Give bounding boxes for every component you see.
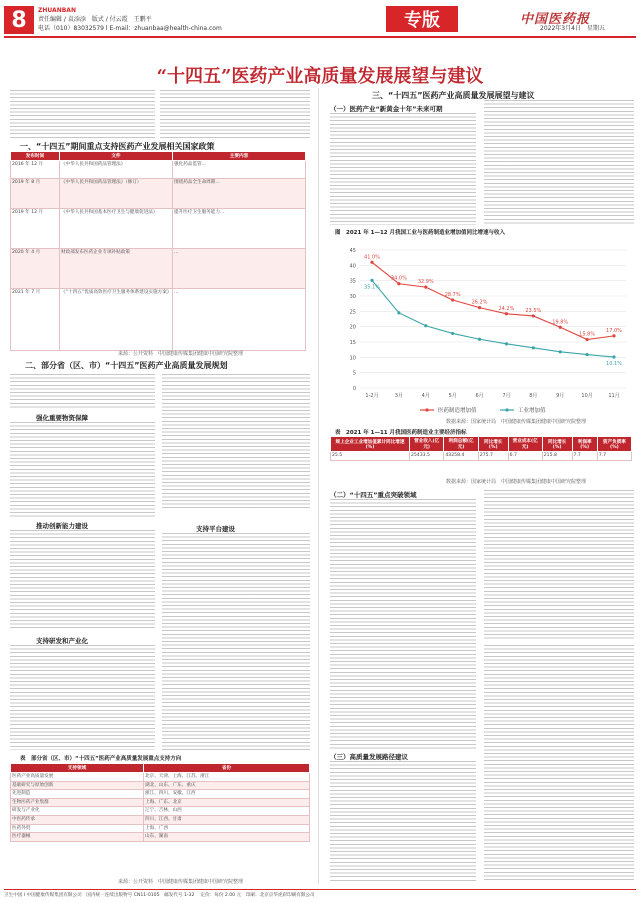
data-label: 28.7% xyxy=(444,291,461,298)
table-cell: 43258.4 xyxy=(444,452,478,461)
data-point xyxy=(451,332,454,335)
col-header: 利润率(%) xyxy=(572,437,597,452)
data-label: 24.2% xyxy=(498,305,515,312)
y-tick-label: 0 xyxy=(352,386,356,392)
table-cell: 围绕药品全生命周期... xyxy=(173,179,306,209)
body-text xyxy=(10,530,155,630)
table-cell: 《中华人民共和国基本医疗卫生与健康促进法》 xyxy=(60,209,173,249)
editors: 责任编辑 / 袁添添 版式 / 付云霞 王鹏平 xyxy=(38,16,152,23)
table-cell: 基础研究与原始创新 xyxy=(11,781,144,790)
data-point xyxy=(478,306,481,309)
body-text xyxy=(484,490,634,640)
data-point xyxy=(532,314,535,317)
table-cell: 辽宁、吉林、山西 xyxy=(144,807,310,816)
y-tick-label: 10 xyxy=(349,355,356,362)
page-header xyxy=(0,0,640,38)
col-header: 营业成本(亿元) xyxy=(508,437,542,452)
x-tick-label: 10月 xyxy=(581,393,593,399)
data-label: 26.2% xyxy=(471,299,488,306)
table-cell: 四川、江西、甘肃 xyxy=(144,815,310,824)
table-cell: 强化药品监管... xyxy=(173,161,306,179)
x-tick-label: 1-2月 xyxy=(365,393,379,399)
table-cell: 2021 年 7 月 xyxy=(11,289,60,351)
legend-marker xyxy=(425,408,428,411)
page-footer: 卫生中国 l 中国健康传媒集团有限公司 国内统一连续出版物号 CN11-0105 邮发代号 1-32 定价：每份 2.00 元 印刷：北京京华虎彩印刷有限公司 xyxy=(4,889,636,898)
data-point xyxy=(505,312,508,315)
masthead: 中国医药报 xyxy=(520,12,591,27)
data-point xyxy=(559,326,562,329)
data-label: 17.0% xyxy=(606,327,622,334)
data-point xyxy=(370,261,373,264)
legend-marker xyxy=(505,408,508,411)
data-label: 35.1% xyxy=(364,284,380,291)
table2-caption: 表 2021 年 1—11 月我国医药制造业主要经济指标 xyxy=(335,430,467,436)
col-header: 规上企业工业增加值累计同比增速(%) xyxy=(331,437,410,452)
data-label: 15.8% xyxy=(579,331,596,338)
data-label: 19.8% xyxy=(552,319,569,326)
chart-source: 数据来源：国家统计局 中国健康传媒集团健康中国研究院整理 xyxy=(446,419,587,425)
table-cell: 浙江、四川、安徽、江西 xyxy=(144,790,310,799)
data-point xyxy=(505,342,508,345)
table-cell: 2019 年 12 月 xyxy=(11,209,60,249)
legend-label: 工业增加值 xyxy=(518,408,546,414)
y-tick-label: 45 xyxy=(349,248,356,254)
body-text xyxy=(330,761,476,881)
table-cell: 医疗器械 xyxy=(11,833,144,842)
x-tick-label: 6月 xyxy=(475,393,484,399)
series-line xyxy=(372,280,614,357)
data-point xyxy=(478,338,481,341)
table-cell: 2020 年 4 月 xyxy=(11,249,60,289)
table-cell: 医药产业高质量发展 xyxy=(11,773,144,782)
x-tick-label: 4月 xyxy=(421,393,430,399)
col-header: 利润总额(亿元) xyxy=(444,437,478,452)
x-tick-label: 5月 xyxy=(448,393,457,399)
growth-line-chart xyxy=(330,238,634,418)
col-header: 省份 xyxy=(144,764,310,773)
body-text xyxy=(162,374,310,510)
table-cell: 《中华人民共和国药品管理法》 xyxy=(60,161,173,179)
section-badge: 专版 xyxy=(386,6,458,32)
data-point xyxy=(451,298,454,301)
x-tick-label: 11月 xyxy=(608,393,620,399)
col-header: 支持领域 xyxy=(11,764,144,773)
col-header: 发布时间 xyxy=(11,152,60,161)
series-line xyxy=(372,262,614,339)
y-tick-label: 35 xyxy=(349,278,356,285)
data-point xyxy=(424,286,427,289)
y-tick-label: 25 xyxy=(349,309,356,316)
table-cell: 6.7 xyxy=(508,452,542,461)
data-point xyxy=(612,355,615,358)
data-label: 23.5% xyxy=(525,307,542,314)
table-cell: 25.5 xyxy=(331,452,410,461)
data-point xyxy=(612,334,615,337)
table-cell: 提升医疗卫生服务能力... xyxy=(173,209,306,249)
province-table xyxy=(10,763,310,842)
subheading: 推动创新能力建设 xyxy=(36,522,88,530)
col-header: 资产负债率(%) xyxy=(597,437,631,452)
table-cell: 25433.5 xyxy=(409,452,443,461)
col-header: 同比增长(%) xyxy=(542,437,572,452)
subheading: （三）高质量发展路径建议 xyxy=(330,753,408,761)
body-text xyxy=(330,499,476,749)
page-number: 8 xyxy=(4,6,34,34)
table-cell: 上海、广东、北京 xyxy=(144,798,310,807)
section-1-title: 一、“十四五”期间重点支持医药产业发展相关国家政策 xyxy=(20,142,215,151)
data-point xyxy=(559,350,562,353)
intro-text-col2 xyxy=(160,90,310,138)
body-text xyxy=(484,645,634,881)
economic-indicators-table xyxy=(330,436,632,461)
chart-caption: 图 2021 年 1—12 月我国工业与医药制造业增加值同比增速与收入 xyxy=(335,230,506,236)
body-text xyxy=(10,645,155,750)
table-cell: 《中华人民共和国药品管理法》（修订） xyxy=(60,179,173,209)
header-rule xyxy=(4,36,636,38)
issue-date: 2022年3月4日 星期五 xyxy=(540,25,605,32)
table1-source: 来源：公开资料 中国健康传媒集团健康中国研究院整理 xyxy=(118,351,244,357)
table-cell: 《“十四五”优质高效医疗卫生服务体系建设实施方案》 xyxy=(60,289,173,351)
body-text xyxy=(330,113,476,225)
table-cell: 7.7 xyxy=(572,452,597,461)
data-point xyxy=(424,324,427,327)
table-cell: 山东、湖南 xyxy=(144,833,310,842)
body-text xyxy=(162,533,310,750)
table-cell: 医药外贸 xyxy=(11,824,144,833)
table-cell: 上海、广西 xyxy=(144,824,310,833)
table-cell: 2019 年 8 月 xyxy=(11,179,60,209)
table-cell: 7.7 xyxy=(597,452,631,461)
table-cell: 275.7 xyxy=(478,452,508,461)
section-2-title: 二、部分省（区、市）“十四五”医药产业高质量发展规划 xyxy=(25,361,228,370)
data-point xyxy=(586,353,589,356)
table3-caption: 表 部分省（区、市）“十四五”医药产业高质量发展重点支持方向 xyxy=(20,756,182,762)
contact: 电话（010）83032579 l E-mail：zhuanbaa@health-china.com xyxy=(38,25,222,32)
col-header: 主要内容 xyxy=(173,152,306,161)
y-tick-label: 40 xyxy=(349,263,356,270)
col-header: 营业收入(亿元) xyxy=(409,437,443,452)
col-header: 同比增长(%) xyxy=(478,437,508,452)
x-tick-label: 8月 xyxy=(529,393,538,399)
data-point xyxy=(397,311,400,314)
table-cell: 215.8 xyxy=(542,452,572,461)
data-label: 41.0% xyxy=(364,254,380,261)
x-tick-label: 3月 xyxy=(394,393,403,399)
subheading: 支持研发和产业化 xyxy=(36,637,88,645)
body-text xyxy=(10,374,155,410)
col-header: 文件 xyxy=(60,152,173,161)
column-divider xyxy=(318,88,319,884)
x-tick-label: 7月 xyxy=(502,393,511,399)
data-point xyxy=(370,279,373,282)
table-cell: 湖北、山东、广东、重庆 xyxy=(144,781,310,790)
table-cell: ... xyxy=(173,249,306,289)
table2-source: 数据来源：国家统计局 中国健康传媒集团健康中国研究院整理 xyxy=(446,479,587,485)
data-label: 34.0% xyxy=(390,275,407,282)
data-label: 10.1% xyxy=(606,361,622,368)
table-cell: 中医药传承 xyxy=(11,815,144,824)
body-text xyxy=(484,100,634,225)
data-point xyxy=(532,346,535,349)
table3-source: 来源：公开资料 中国健康传媒集团健康中国研究院整理 xyxy=(118,879,244,885)
subheading: 支持平台建设 xyxy=(196,525,235,533)
table-cell: 2016 年 12 月 xyxy=(11,161,60,179)
data-label: 32.9% xyxy=(417,279,434,286)
table-cell: 北京、天津、上海、江苏、浙江 xyxy=(144,773,310,782)
policy-table xyxy=(10,151,306,351)
table-cell: 研发与产业化 xyxy=(11,807,144,816)
section-3-title: 三、“十四五”医药产业高质量发展展望与建议 xyxy=(372,91,535,100)
x-tick-label: 9月 xyxy=(556,393,565,399)
subheading: （二）“十四五”重点突破领域 xyxy=(330,491,417,499)
y-tick-label: 15 xyxy=(349,340,356,346)
table-cell: 生物医药产业集群 xyxy=(11,798,144,807)
y-tick-label: 20 xyxy=(349,324,356,331)
table-cell: 先进制造 xyxy=(11,790,144,799)
legend-label: 医药制造增加值 xyxy=(438,408,477,414)
subheading: 强化重要物资保障 xyxy=(36,414,88,422)
data-point xyxy=(397,282,400,285)
body-text xyxy=(10,422,155,518)
table-cell: 财政部发布医药企业专项补贴政策 xyxy=(60,249,173,289)
headline: “十四五”医药产业高质量发展展望与建议 xyxy=(156,66,484,87)
intro-text-col1 xyxy=(10,90,155,138)
y-tick-label: 5 xyxy=(352,370,356,377)
y-tick-label: 30 xyxy=(349,294,356,300)
subheading: （一）医药产业“新黄金十年”未来可期 xyxy=(330,105,443,113)
data-point xyxy=(586,338,589,341)
table-cell: ... xyxy=(173,289,306,351)
paper-pinyin: ZHUANBAN xyxy=(38,7,76,14)
